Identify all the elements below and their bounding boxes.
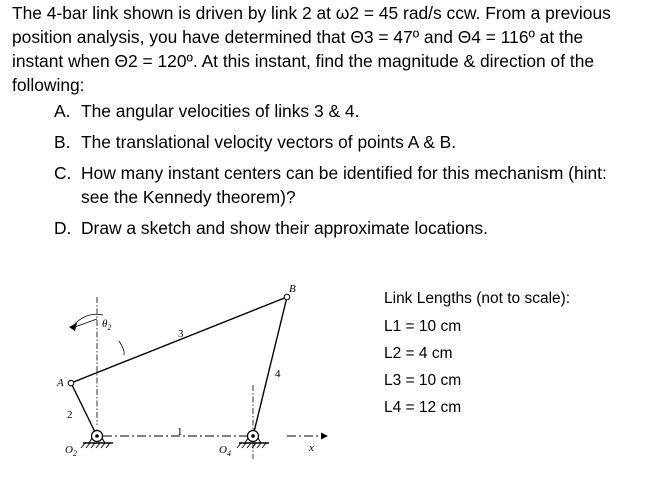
link-1-label: 1 xyxy=(177,426,183,438)
o2-letter: O xyxy=(65,444,73,456)
problem-line-2: position analysis, you have determined that Θ3 = 47º and Θ4 = 116º at the xyxy=(12,27,584,47)
question-parts-list xyxy=(54,99,654,247)
o2-subscript: 2 xyxy=(72,449,77,458)
question-part-d xyxy=(54,216,654,240)
problem-line-3: instant when Θ2 = 120º. At this instant, find the magnitude & direction of the xyxy=(12,51,595,71)
link-4-label: 4 xyxy=(275,368,281,380)
part-text xyxy=(81,130,654,154)
question-part-c xyxy=(54,161,654,209)
pin-joint-b xyxy=(284,294,290,300)
x-axis-arrow-icon xyxy=(321,433,328,440)
part-text xyxy=(81,216,654,240)
fourbar-linkage-figure xyxy=(25,275,355,475)
link-3-label: 3 xyxy=(178,328,184,340)
link-4-rocker xyxy=(253,297,287,436)
link-length-l1: L1 = 10 cm xyxy=(384,318,462,335)
linkage-diagram xyxy=(25,275,355,475)
ground-pivot-o2 xyxy=(81,430,113,448)
link-2-label: 2 xyxy=(67,409,73,421)
problem-statement xyxy=(12,1,662,97)
theta2-arrow-icon xyxy=(69,323,77,331)
point-b-label: B xyxy=(289,283,296,295)
o4-pivot-center xyxy=(251,434,255,438)
x-axis-label: x xyxy=(309,442,314,454)
part-line: The angular velocities of links 3 & 4. xyxy=(81,101,360,121)
point-a-label: A xyxy=(57,377,64,389)
o4-letter: O xyxy=(219,444,227,456)
theta2-leader xyxy=(119,341,124,355)
question-part-a xyxy=(54,99,654,123)
part-text xyxy=(81,161,654,209)
link-length-l4: L4 = 12 cm xyxy=(384,399,462,416)
part-letter: A. xyxy=(54,101,71,121)
o2-pivot-center xyxy=(95,434,99,438)
pivot-o4-label xyxy=(219,444,231,458)
o4-ground-hatch xyxy=(237,443,266,448)
problem-line-4: following: xyxy=(12,75,85,95)
part-letter: D. xyxy=(54,218,72,238)
o2-ground-hatch xyxy=(81,443,110,448)
theta2-label xyxy=(102,318,111,332)
pivot-o2-label xyxy=(65,444,77,458)
theta-subscript: 2 xyxy=(107,323,112,332)
link-lengths-panel xyxy=(384,285,570,421)
part-line: see the Kennedy theorem)? xyxy=(81,187,296,207)
link-length-l3: L3 = 10 cm xyxy=(384,372,462,389)
pin-joint-a xyxy=(68,380,74,386)
part-letter: C. xyxy=(54,163,72,183)
part-line: Draw a sketch and show their approximate locations. xyxy=(81,218,488,238)
link-3-coupler xyxy=(71,297,287,383)
problem-line-1: The 4-bar link shown is driven by link 2 at ω2 = 45 rad/s ccw. From a previous xyxy=(12,3,611,23)
part-line: How many instant centers can be identified for this mechanism (hint: xyxy=(81,163,607,183)
part-letter: B. xyxy=(54,132,71,152)
link-length-l2: L2 = 4 cm xyxy=(384,345,453,362)
question-part-b xyxy=(54,130,654,154)
link-lengths-title: Link Lengths (not to scale): xyxy=(384,290,571,307)
link-2-crank xyxy=(71,383,97,436)
theta-symbol: θ xyxy=(102,318,108,330)
part-text xyxy=(81,99,654,123)
part-line: The translational velocity vectors of points A & B. xyxy=(81,132,457,152)
o4-subscript: 4 xyxy=(226,449,231,458)
